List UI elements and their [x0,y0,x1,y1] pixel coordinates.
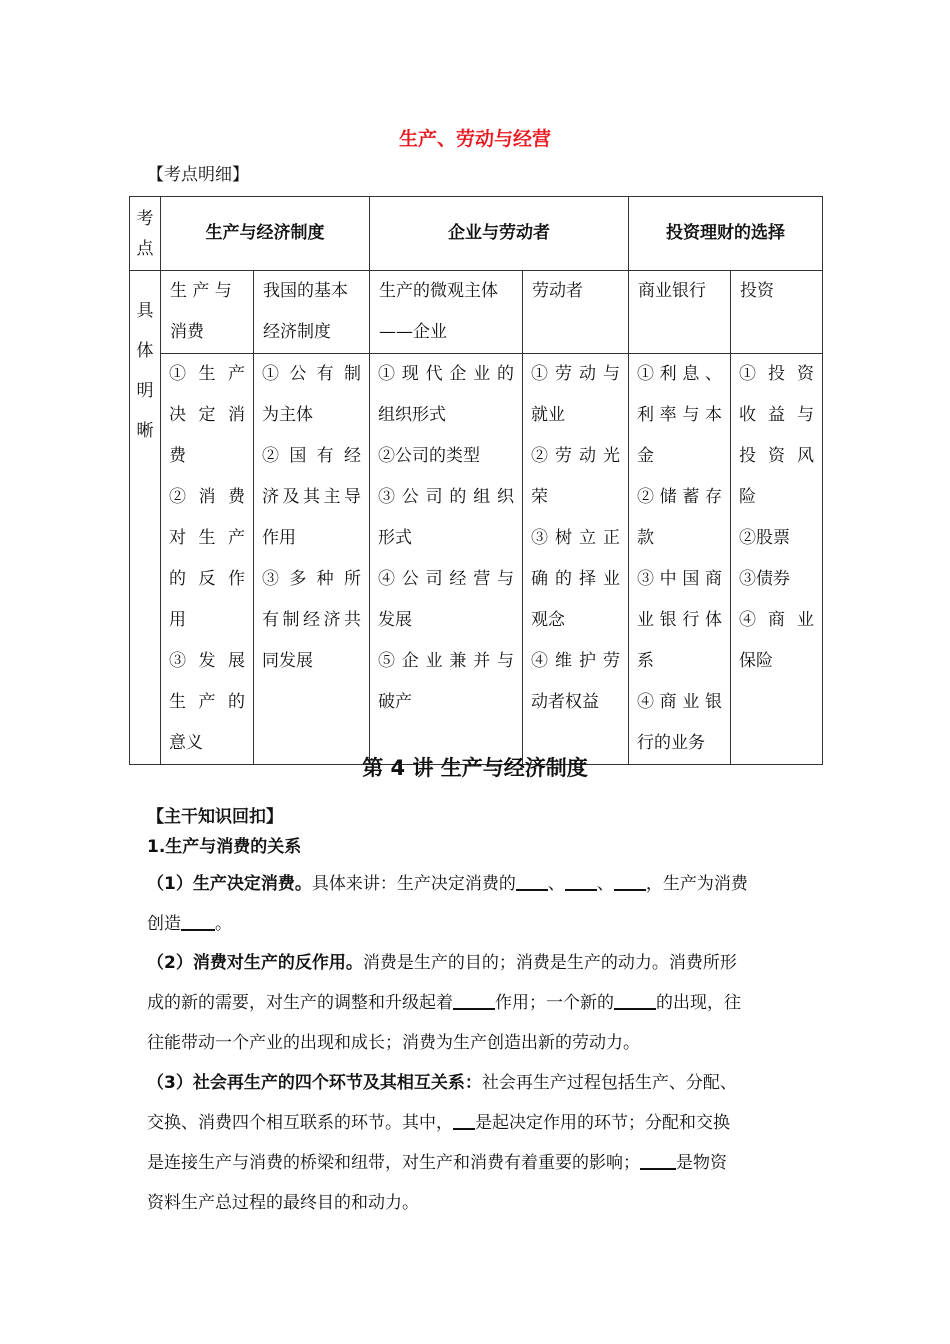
p1-separator: 、 [596,874,614,894]
sub-header-cell [370,271,523,354]
cell-line: 投资 [740,281,774,301]
sub-header-cell [731,271,823,354]
cell-line: ④ 商 业 银 行的业务 [637,692,722,753]
cell-line: 生 产 与 消费 [170,281,232,342]
sub-header-cell [523,271,629,354]
p2-heading: （2）消费对生产的反作用。 [147,953,363,973]
cell-line: ④ 维 护 劳 动者权益 [531,651,620,712]
p3-heading: （3）社会再生产的四个环节及其相互关系： [147,1073,482,1093]
p3-text: 是连接生产与消费的桥梁和纽带，对生产和消费有着重要的影响； [147,1153,640,1173]
cell-line: ③ 发 展 生 产 的 意义 [169,651,245,753]
p1-heading: （1）生产决定消费。 [147,874,312,894]
detail-cell [731,354,823,765]
knowledge-outline-table [129,196,823,765]
fill-blank[interactable] [453,1110,475,1130]
table-corner-label: 考点 [130,197,161,271]
cell-line: ②公司的类型 [378,446,480,466]
cell-line: 我国的基本经济制度 [263,281,348,342]
cell-line: ② 国 有 经 济及其主导 作用 [262,446,361,548]
cell-line: ③ 树 立 正 确 的 择 业 观念 [531,528,620,630]
cell-line: ② 储 蓄 存 款 [637,487,722,548]
table-side-label: 具体明晰 [130,271,161,765]
p2-text: 往能带动一个产业的出现和成长；消费为生产创造出新的劳动力。 [147,1033,640,1053]
p3-text: 社会再生产过程包括生产、分配、 [481,1073,737,1093]
paragraph-2 [147,943,812,1063]
fill-blank[interactable] [181,911,215,931]
group-header-investment: 投资理财的选择 [629,197,823,271]
group-header-production: 生产与经济制度 [161,197,370,271]
cell-line: 劳动者 [532,281,583,301]
page-title: 生产、劳动与经营 [398,128,551,150]
cell-line: ② 劳 动 光 荣 [531,446,620,507]
cell-line: ⑤ 企 业 兼 并 与 破产 [378,651,514,712]
detail-cell [523,354,629,765]
detail-cell [370,354,523,765]
paragraph-3 [147,1063,812,1223]
lecture-title: 第 4 讲 生产与经济制度 [362,756,588,780]
fill-blank[interactable] [516,871,548,891]
detail-cell [629,354,731,765]
point-1-heading: 1.生产与消费的关系 [147,837,302,857]
p2-text: 消费是生产的目的；消费是生产的动力。消费所形 [362,953,737,973]
group-header-enterprise: 企业与劳动者 [370,197,629,271]
review-label: 【主干知识回扣】 [147,807,283,827]
cell-line: 生产的微观主体——企业 [379,281,498,342]
cell-line: ① 劳 动 与 就业 [531,364,620,425]
sub-header-cell [629,271,731,354]
cell-line: ① 利 息 、 利 率 与 本 金 [637,364,722,466]
p1-separator: 、 [547,874,565,894]
p3-text: 资料生产总过程的最终目的和动力。 [147,1193,419,1213]
cell-line: ① 现 代 企 业 的组织形式 [378,364,514,425]
fill-blank[interactable] [640,1150,676,1170]
p3-text: 是起决定作用的环节；分配和交换 [475,1113,730,1133]
fill-blank[interactable] [614,990,656,1010]
cell-line: ① 投 资 收 益 与 投 资 风 险 [739,364,814,507]
p1-text: ，生产为消费 [645,874,748,894]
p2-text: 作用；一个新的 [495,993,614,1013]
paragraph-1 [147,864,812,944]
cell-line: 商业银行 [638,281,706,301]
cell-line: ③ 多 种 所 有制经济共 同发展 [262,569,361,671]
cell-line: ③ 公 司 的 组 织形式 [378,487,514,548]
detail-cell [161,354,254,765]
cell-line: ②股票 [739,528,790,548]
p1-text: 具体来讲：生产决定消费的 [311,874,516,894]
cell-line: ③债券 [739,569,790,589]
p1-text: 创造 [147,914,181,934]
detail-cell [254,354,370,765]
outline-label: 【考点明细】 [147,165,249,185]
cell-line: ④ 商 业 保险 [739,610,814,671]
p2-text: 的出现，往 [656,993,741,1013]
p2-text: 成的新的需要，对生产的调整和升级起着 [147,993,453,1013]
cell-line: ④ 公 司 经 营 与 发展 [378,569,514,630]
p1-text: 。 [215,914,232,934]
p3-text: 交换、消费四个相互联系的环节。其中， [147,1113,453,1133]
p3-text: 是物资 [676,1153,727,1173]
fill-blank[interactable] [614,871,646,891]
cell-line: ② 消 费 对 生 产 的 反 作 用 [169,487,245,630]
sub-header-cell [161,271,254,354]
cell-line: ① 公 有 制 为主体 [262,364,361,425]
cell-line: ① 生 产 决 定 消 费 [169,364,245,466]
cell-line: ③ 中 国 商 业 银 行 体 系 [637,569,722,671]
sub-header-cell [254,271,370,354]
fill-blank[interactable] [565,871,597,891]
fill-blank[interactable] [453,990,495,1010]
